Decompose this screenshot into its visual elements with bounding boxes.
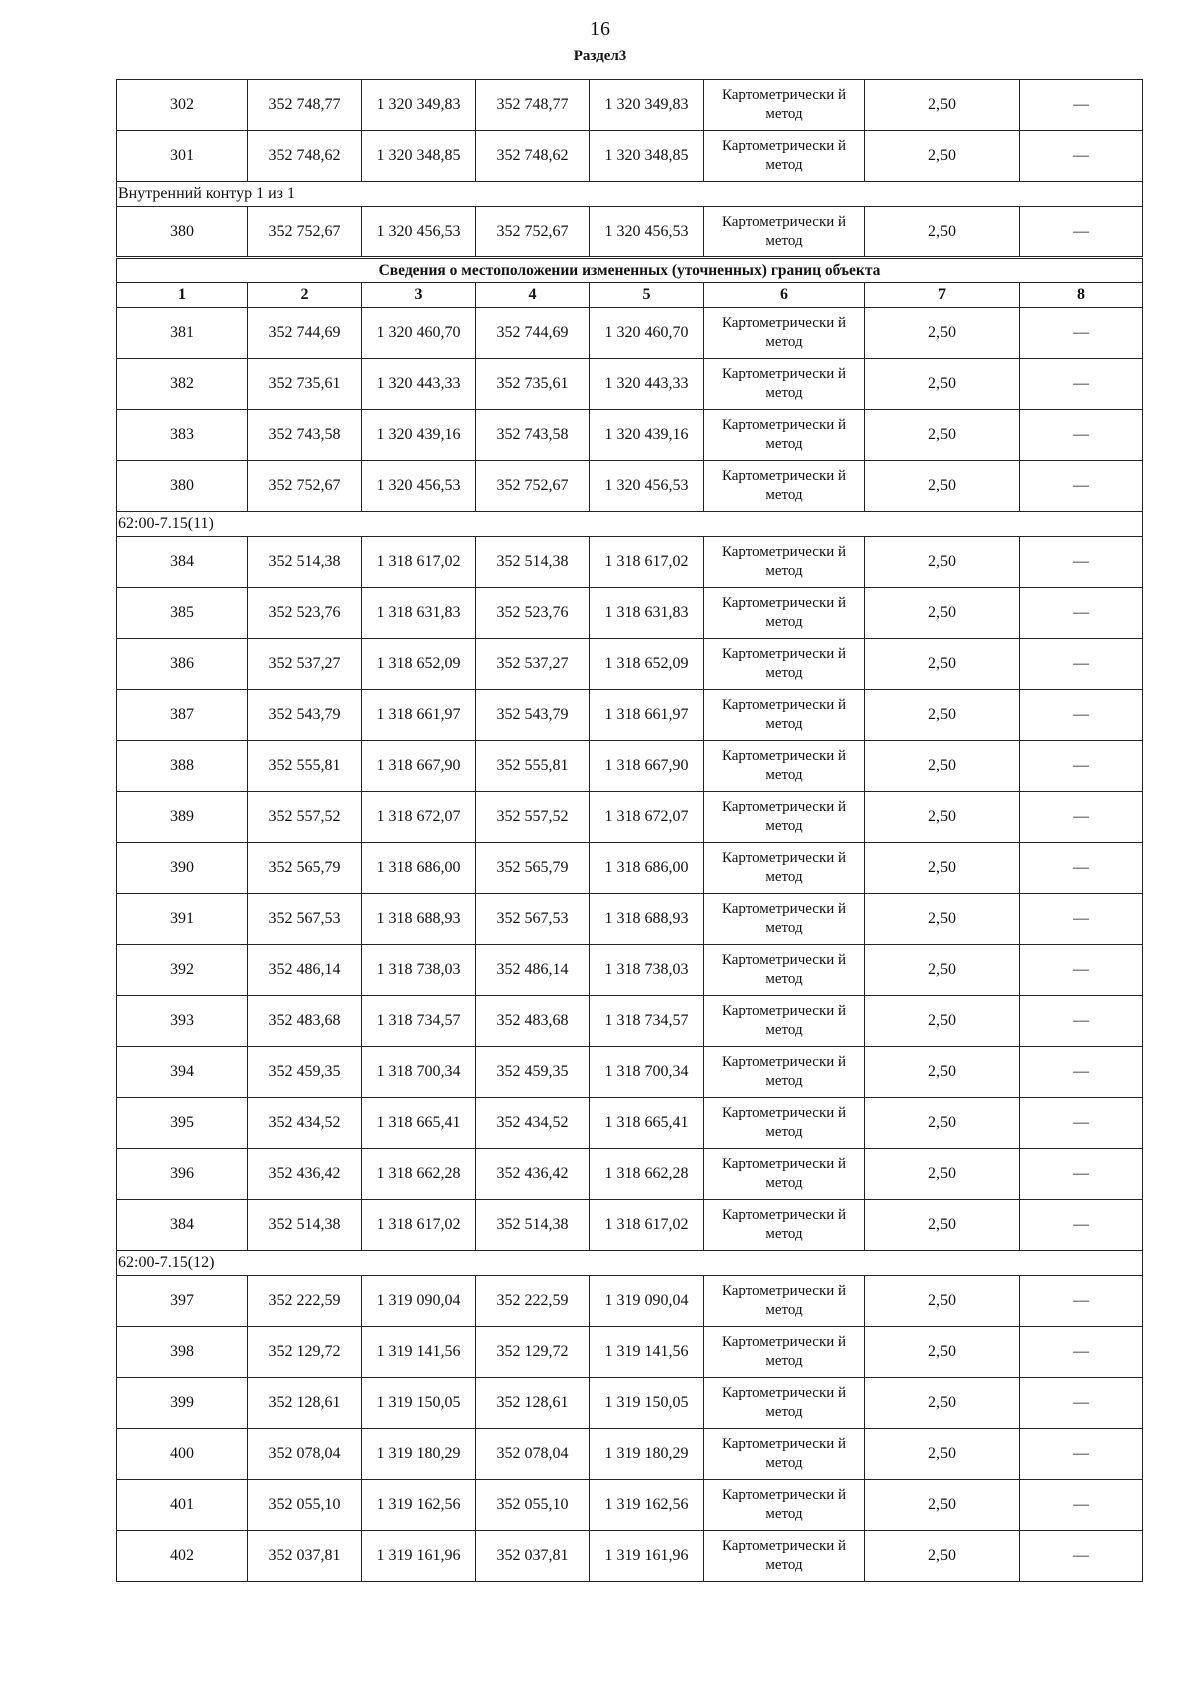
cell-col-3: 1 319 090,04: [362, 1276, 476, 1327]
cell-col-6: Картометрически й метод: [704, 1480, 865, 1531]
cell-col-1: 383: [117, 410, 248, 461]
cell-col-1: 302: [117, 80, 248, 131]
cell-col-3: 1 320 456,53: [362, 207, 476, 258]
cell-col-6: Картометрически й метод: [704, 1531, 865, 1582]
cell-col-6: Картометрически й метод: [704, 1429, 865, 1480]
cell-col-6: Картометрически й метод: [704, 843, 865, 894]
cell-col-3: 1 318 662,28: [362, 1149, 476, 1200]
cell-col-7: 2,50: [865, 894, 1020, 945]
cell-col-1: 397: [117, 1276, 248, 1327]
cell-col-2: 352 128,61: [248, 1378, 362, 1429]
cell-col-7: 2,50: [865, 639, 1020, 690]
cell-col-8: —: [1020, 945, 1143, 996]
cell-col-1: 402: [117, 1531, 248, 1582]
cell-col-6: Картометрически й метод: [704, 461, 865, 512]
cell-col-4: 352 537,27: [476, 639, 590, 690]
cell-col-1: 385: [117, 588, 248, 639]
cell-col-4: 352 078,04: [476, 1429, 590, 1480]
cell-col-1: 386: [117, 639, 248, 690]
cell-col-1: 381: [117, 308, 248, 359]
cell-col-4: 352 129,72: [476, 1327, 590, 1378]
cell-col-2: 352 748,77: [248, 80, 362, 131]
cell-col-8: —: [1020, 690, 1143, 741]
table-row: [117, 461, 1143, 512]
column-number: 4: [476, 283, 590, 308]
cell-col-4: 352 752,67: [476, 461, 590, 512]
cell-col-5: 1 320 456,53: [590, 207, 704, 258]
table-row: [117, 945, 1143, 996]
cell-col-1: 387: [117, 690, 248, 741]
cell-col-5: 1 319 150,05: [590, 1378, 704, 1429]
cell-col-7: 2,50: [865, 308, 1020, 359]
cell-col-2: 352 735,61: [248, 359, 362, 410]
cell-col-6: Картометрически й метод: [704, 1327, 865, 1378]
table-row: [117, 690, 1143, 741]
section-header-row: [117, 258, 1143, 283]
cell-col-5: 1 318 734,57: [590, 996, 704, 1047]
cell-col-1: 401: [117, 1480, 248, 1531]
cell-col-2: 352 557,52: [248, 792, 362, 843]
cell-col-6: Картометрически й метод: [704, 308, 865, 359]
cell-col-3: 1 320 348,85: [362, 131, 476, 182]
cell-col-5: 1 319 180,29: [590, 1429, 704, 1480]
cell-col-1: 301: [117, 131, 248, 182]
cell-col-3: 1 318 672,07: [362, 792, 476, 843]
table-row: [117, 537, 1143, 588]
cell-col-2: 352 514,38: [248, 1200, 362, 1251]
cell-col-6: Картометрически й метод: [704, 639, 865, 690]
cell-col-2: 352 434,52: [248, 1098, 362, 1149]
cell-col-8: —: [1020, 308, 1143, 359]
cell-col-7: 2,50: [865, 1378, 1020, 1429]
cell-col-4: 352 128,61: [476, 1378, 590, 1429]
cell-col-2: 352 483,68: [248, 996, 362, 1047]
cell-col-6: Картометрически й метод: [704, 80, 865, 131]
table-row: [117, 1480, 1143, 1531]
cell-col-7: 2,50: [865, 690, 1020, 741]
cell-col-2: 352 078,04: [248, 1429, 362, 1480]
cell-col-4: 352 483,68: [476, 996, 590, 1047]
cell-col-2: 352 743,58: [248, 410, 362, 461]
cell-col-8: —: [1020, 792, 1143, 843]
cell-col-8: —: [1020, 894, 1143, 945]
cell-col-4: 352 744,69: [476, 308, 590, 359]
cell-col-7: 2,50: [865, 410, 1020, 461]
cell-col-5: 1 320 349,83: [590, 80, 704, 131]
section-header-label: Сведения о местоположении измененных (уточненных) границ объекта: [117, 258, 1143, 283]
cell-col-2: 352 748,62: [248, 131, 362, 182]
cell-col-7: 2,50: [865, 588, 1020, 639]
table-row: [117, 792, 1143, 843]
cell-col-5: 1 318 652,09: [590, 639, 704, 690]
cell-col-5: 1 320 443,33: [590, 359, 704, 410]
cell-col-5: 1 318 631,83: [590, 588, 704, 639]
contour-group-row: [117, 512, 1143, 537]
table-row: [117, 1429, 1143, 1480]
cell-col-5: 1 318 662,28: [590, 1149, 704, 1200]
cell-col-3: 1 318 665,41: [362, 1098, 476, 1149]
cell-col-5: 1 320 348,85: [590, 131, 704, 182]
column-number: 7: [865, 283, 1020, 308]
cell-col-2: 352 514,38: [248, 537, 362, 588]
cell-col-4: 352 752,67: [476, 207, 590, 258]
cell-col-2: 352 459,35: [248, 1047, 362, 1098]
cell-col-6: Картометрически й метод: [704, 894, 865, 945]
column-number-row: [117, 283, 1143, 308]
cell-col-3: 1 320 456,53: [362, 461, 476, 512]
cell-col-6: Картометрически й метод: [704, 1276, 865, 1327]
contour-group-row: [117, 182, 1143, 207]
cell-col-8: —: [1020, 80, 1143, 131]
cell-col-3: 1 320 439,16: [362, 410, 476, 461]
table-body: [117, 80, 1143, 1582]
table-row: [117, 308, 1143, 359]
cell-col-3: 1 318 617,02: [362, 537, 476, 588]
column-number: 5: [590, 283, 704, 308]
cell-col-6: Картометрически й метод: [704, 690, 865, 741]
cell-col-7: 2,50: [865, 131, 1020, 182]
cell-col-8: —: [1020, 639, 1143, 690]
cell-col-6: Картометрически й метод: [704, 537, 865, 588]
cell-col-5: 1 319 141,56: [590, 1327, 704, 1378]
table-row: [117, 1531, 1143, 1582]
cell-col-1: 382: [117, 359, 248, 410]
cell-col-5: 1 318 686,00: [590, 843, 704, 894]
cell-col-6: Картометрически й метод: [704, 741, 865, 792]
table-row: [117, 843, 1143, 894]
cell-col-3: 1 319 161,96: [362, 1531, 476, 1582]
cell-col-5: 1 318 667,90: [590, 741, 704, 792]
table-row: [117, 1047, 1143, 1098]
table-row: [117, 359, 1143, 410]
cell-col-4: 352 459,35: [476, 1047, 590, 1098]
cell-col-5: 1 319 161,96: [590, 1531, 704, 1582]
cell-col-5: 1 318 700,34: [590, 1047, 704, 1098]
cell-col-8: —: [1020, 1327, 1143, 1378]
cell-col-6: Картометрически й метод: [704, 207, 865, 258]
table-row: [117, 207, 1143, 258]
cell-col-4: 352 748,62: [476, 131, 590, 182]
cell-col-6: Картометрически й метод: [704, 359, 865, 410]
cell-col-8: —: [1020, 1276, 1143, 1327]
cell-col-2: 352 567,53: [248, 894, 362, 945]
cell-col-8: —: [1020, 1378, 1143, 1429]
table-row: [117, 639, 1143, 690]
table-row: [117, 588, 1143, 639]
cell-col-8: —: [1020, 1098, 1143, 1149]
cell-col-4: 352 555,81: [476, 741, 590, 792]
cell-col-3: 1 318 734,57: [362, 996, 476, 1047]
cell-col-5: 1 318 617,02: [590, 1200, 704, 1251]
cell-col-5: 1 318 661,97: [590, 690, 704, 741]
cell-col-4: 352 565,79: [476, 843, 590, 894]
cell-col-8: —: [1020, 843, 1143, 894]
cell-col-7: 2,50: [865, 1327, 1020, 1378]
section-title: Раздел3: [573, 48, 627, 64]
cell-col-1: 384: [117, 1200, 248, 1251]
cell-col-7: 2,50: [865, 1149, 1020, 1200]
cell-col-1: 396: [117, 1149, 248, 1200]
cell-col-4: 352 743,58: [476, 410, 590, 461]
cell-col-4: 352 523,76: [476, 588, 590, 639]
cell-col-2: 352 436,42: [248, 1149, 362, 1200]
table-row: [117, 996, 1143, 1047]
cell-col-7: 2,50: [865, 741, 1020, 792]
table-row: [117, 1327, 1143, 1378]
cell-col-8: —: [1020, 410, 1143, 461]
table-row: [117, 410, 1143, 461]
cell-col-3: 1 318 631,83: [362, 588, 476, 639]
table-row: [117, 1200, 1143, 1251]
cell-col-8: —: [1020, 741, 1143, 792]
cell-col-1: 398: [117, 1327, 248, 1378]
cell-col-5: 1 318 672,07: [590, 792, 704, 843]
cell-col-7: 2,50: [865, 1429, 1020, 1480]
cell-col-2: 352 752,67: [248, 207, 362, 258]
cell-col-8: —: [1020, 1480, 1143, 1531]
cell-col-8: —: [1020, 588, 1143, 639]
cell-col-3: 1 318 688,93: [362, 894, 476, 945]
cell-col-8: —: [1020, 1429, 1143, 1480]
cell-col-1: 399: [117, 1378, 248, 1429]
cell-col-1: 390: [117, 843, 248, 894]
cell-col-4: 352 436,42: [476, 1149, 590, 1200]
page-number: 16: [590, 18, 610, 40]
cell-col-3: 1 318 700,34: [362, 1047, 476, 1098]
table-row: [117, 1149, 1143, 1200]
table-row: [117, 80, 1143, 131]
cell-col-4: 352 222,59: [476, 1276, 590, 1327]
cell-col-4: 352 543,79: [476, 690, 590, 741]
table-row: [117, 1378, 1143, 1429]
cell-col-8: —: [1020, 131, 1143, 182]
cell-col-3: 1 320 349,83: [362, 80, 476, 131]
cell-col-4: 352 557,52: [476, 792, 590, 843]
cell-col-6: Картометрически й метод: [704, 1378, 865, 1429]
cell-col-3: 1 318 661,97: [362, 690, 476, 741]
column-number: 8: [1020, 283, 1143, 308]
cell-col-7: 2,50: [865, 792, 1020, 843]
contour-group-row: [117, 1251, 1143, 1276]
cell-col-3: 1 320 443,33: [362, 359, 476, 410]
cell-col-1: 391: [117, 894, 248, 945]
cell-col-7: 2,50: [865, 537, 1020, 588]
cell-col-7: 2,50: [865, 207, 1020, 258]
cell-col-4: 352 514,38: [476, 537, 590, 588]
cell-col-2: 352 222,59: [248, 1276, 362, 1327]
cell-col-5: 1 318 617,02: [590, 537, 704, 588]
contour-label: 62:00-7.15(12): [117, 1251, 1143, 1276]
cell-col-6: Картометрически й метод: [704, 588, 865, 639]
cell-col-4: 352 055,10: [476, 1480, 590, 1531]
cell-col-3: 1 318 617,02: [362, 1200, 476, 1251]
cell-col-7: 2,50: [865, 1200, 1020, 1251]
cell-col-6: Картометрически й метод: [704, 1200, 865, 1251]
cell-col-5: 1 318 738,03: [590, 945, 704, 996]
cell-col-7: 2,50: [865, 461, 1020, 512]
table-row: [117, 131, 1143, 182]
contour-label: 62:00-7.15(11): [117, 512, 1143, 537]
cell-col-1: 393: [117, 996, 248, 1047]
cell-col-5: 1 320 460,70: [590, 308, 704, 359]
cell-col-8: —: [1020, 996, 1143, 1047]
cell-col-3: 1 319 150,05: [362, 1378, 476, 1429]
cell-col-7: 2,50: [865, 359, 1020, 410]
cell-col-7: 2,50: [865, 1276, 1020, 1327]
cell-col-7: 2,50: [865, 996, 1020, 1047]
cell-col-1: 389: [117, 792, 248, 843]
cell-col-7: 2,50: [865, 1531, 1020, 1582]
cell-col-4: 352 735,61: [476, 359, 590, 410]
table-row: [117, 741, 1143, 792]
column-number: 6: [704, 283, 865, 308]
cell-col-4: 352 748,77: [476, 80, 590, 131]
cell-col-1: 380: [117, 207, 248, 258]
cell-col-3: 1 318 738,03: [362, 945, 476, 996]
cell-col-7: 2,50: [865, 1098, 1020, 1149]
table-row: [117, 1276, 1143, 1327]
cell-col-2: 352 055,10: [248, 1480, 362, 1531]
cell-col-4: 352 434,52: [476, 1098, 590, 1149]
cell-col-6: Картометрически й метод: [704, 996, 865, 1047]
cell-col-4: 352 486,14: [476, 945, 590, 996]
cell-col-1: 380: [117, 461, 248, 512]
table-row: [117, 1098, 1143, 1149]
cell-col-1: 395: [117, 1098, 248, 1149]
table-row: [117, 894, 1143, 945]
cell-col-2: 352 744,69: [248, 308, 362, 359]
cell-col-1: 384: [117, 537, 248, 588]
cell-col-6: Картометрически й метод: [704, 792, 865, 843]
cell-col-3: 1 320 460,70: [362, 308, 476, 359]
cell-col-2: 352 037,81: [248, 1531, 362, 1582]
cell-col-8: —: [1020, 1149, 1143, 1200]
cell-col-2: 352 752,67: [248, 461, 362, 512]
cell-col-8: —: [1020, 359, 1143, 410]
cell-col-2: 352 555,81: [248, 741, 362, 792]
cell-col-3: 1 318 667,90: [362, 741, 476, 792]
cell-col-8: —: [1020, 461, 1143, 512]
cell-col-1: 388: [117, 741, 248, 792]
cell-col-2: 352 129,72: [248, 1327, 362, 1378]
cell-col-2: 352 523,76: [248, 588, 362, 639]
cell-col-8: —: [1020, 207, 1143, 258]
cell-col-4: 352 514,38: [476, 1200, 590, 1251]
cell-col-8: —: [1020, 1531, 1143, 1582]
cell-col-5: 1 320 439,16: [590, 410, 704, 461]
cell-col-2: 352 486,14: [248, 945, 362, 996]
cell-col-6: Картометрически й метод: [704, 1047, 865, 1098]
cell-col-7: 2,50: [865, 1047, 1020, 1098]
cell-col-6: Картометрически й метод: [704, 945, 865, 996]
cell-col-4: 352 567,53: [476, 894, 590, 945]
cell-col-2: 352 543,79: [248, 690, 362, 741]
coordinates-table: [116, 79, 1143, 1582]
cell-col-1: 392: [117, 945, 248, 996]
cell-col-7: 2,50: [865, 843, 1020, 894]
cell-col-2: 352 565,79: [248, 843, 362, 894]
cell-col-8: —: [1020, 1047, 1143, 1098]
cell-col-4: 352 037,81: [476, 1531, 590, 1582]
cell-col-6: Картометрически й метод: [704, 1098, 865, 1149]
cell-col-5: 1 319 162,56: [590, 1480, 704, 1531]
column-number: 2: [248, 283, 362, 308]
cell-col-3: 1 318 652,09: [362, 639, 476, 690]
column-number: 1: [117, 283, 248, 308]
cell-col-6: Картометрически й метод: [704, 1149, 865, 1200]
cell-col-5: 1 318 688,93: [590, 894, 704, 945]
cell-col-1: 400: [117, 1429, 248, 1480]
cell-col-8: —: [1020, 537, 1143, 588]
cell-col-7: 2,50: [865, 1480, 1020, 1531]
cell-col-3: 1 318 686,00: [362, 843, 476, 894]
cell-col-1: 394: [117, 1047, 248, 1098]
cell-col-5: 1 320 456,53: [590, 461, 704, 512]
cell-col-3: 1 319 162,56: [362, 1480, 476, 1531]
cell-col-5: 1 318 665,41: [590, 1098, 704, 1149]
cell-col-3: 1 319 141,56: [362, 1327, 476, 1378]
column-number: 3: [362, 283, 476, 308]
cell-col-7: 2,50: [865, 80, 1020, 131]
cell-col-8: —: [1020, 1200, 1143, 1251]
cell-col-6: Картометрически й метод: [704, 131, 865, 182]
cell-col-5: 1 319 090,04: [590, 1276, 704, 1327]
contour-label: Внутренний контур 1 из 1: [117, 182, 1143, 207]
cell-col-6: Картометрически й метод: [704, 410, 865, 461]
cell-col-7: 2,50: [865, 945, 1020, 996]
cell-col-3: 1 319 180,29: [362, 1429, 476, 1480]
cell-col-2: 352 537,27: [248, 639, 362, 690]
